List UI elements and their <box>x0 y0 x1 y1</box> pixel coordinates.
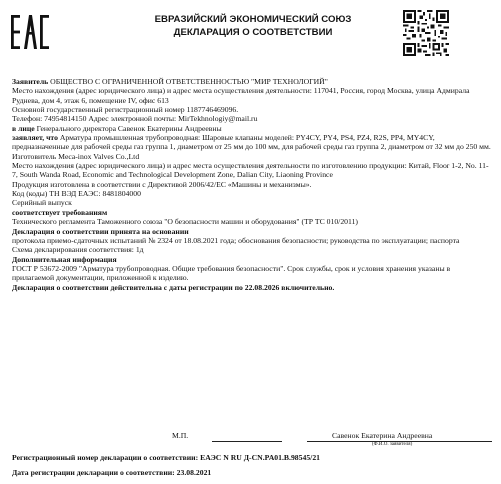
qr-code-icon <box>403 10 449 56</box>
applicant-section <box>12 77 492 86</box>
requirements-text: Технического регламента Таможенного союза "О безопасности машин и оборудования" (ТР ТС 010/2011) <box>12 217 358 227</box>
product-directive: Продукция изготовлена в соответствии с Директивой 2006/42/ЕС «Машины и механизмы». <box>12 179 312 189</box>
basis-text: протокола приемо-сдаточных испытаний № 2324 от 18.08.2021 года; обоснования безопасности; руководства по эксплуатации; паспорта <box>12 235 460 245</box>
signatory-caption: (Ф.И.О. заявителя) <box>372 442 413 447</box>
product-serial: Серийный выпуск <box>12 198 72 208</box>
declaration-title: ДЕКЛАРАЦИЯ О СООТВЕТСТВИИ <box>173 27 333 38</box>
applicant-contacts: Телефон: 74954814150 Адрес электронной почты: MirTekhnologiy@mail.ru <box>12 114 258 124</box>
declaration-body <box>12 77 492 292</box>
applicant-label: Заявитель <box>12 77 49 86</box>
product-code: Код (коды) ТН ВЭД ЕАЭС: 8481804000 <box>12 189 141 199</box>
validity-text: Декларация о соответствии действительна с даты регистрации по 22.08.2026 включительно. <box>12 282 335 292</box>
product-description: Арматура промышленная трубопроводная: Шаровые клапаны моделей: PY4CY, PY4, PS4, PZ4, R2S, PP4, MY4CY, предназначенные для рабочей среды газ группа 1, диаметром от 25 мм до 100 мм, для рабочей среды газ группа 2, диаметром от 32 мм до 250 мм. <box>12 133 491 152</box>
union-title: ЕВРАЗИЙСКИЙ ЭКОНОМИЧЕСКИЙ СОЮЗ <box>154 14 352 25</box>
basis-label: Декларация о соответствии принята на основании <box>12 226 189 236</box>
signatory-name: Савенок Екатерина Андреевна <box>332 431 433 440</box>
registration-number: Регистрационный номер декларации о соответствии: ЕАЭС N RU Д-CN.PA01.B.98545/21 <box>12 453 321 462</box>
registration-block <box>12 450 492 480</box>
requirements-label: соответствует требованиям <box>12 207 108 217</box>
director-label: в лице <box>12 123 35 133</box>
additional-text: ГОСТ Р 53672-2009 "Арматура трубопроводная. Общие требования безопасности". Срок службы, срок и условия хранения указаны в прилагаемой документации, приложенной к изделию. <box>12 263 451 283</box>
director-name: Генерального директора Савенок Екатерины Андреевны <box>36 123 222 133</box>
manufacturer-address: Место нахождения (адрес юридического лица) и адрес места осуществления деятельности по изготовлению продукции: Китай, Floor 1-2, No. 11-7, South Wanda Road, Economic and Technological Development Zone, Dalian City, Liaoning Province <box>12 161 489 180</box>
declares-label: заявляет, что <box>12 133 58 143</box>
applicant-director <box>12 124 492 133</box>
applicant-name: ОБЩЕСТВО С ОГРАНИЧЕННОЙ ОТВЕТСТВЕННОСТЬЮ "МИР ТЕХНОЛОГИЙ" <box>50 77 328 86</box>
stamp-label: М.П. <box>172 431 189 440</box>
declares-section <box>12 133 492 152</box>
additional-label: Дополнительная информация <box>12 254 117 264</box>
registration-date: Дата регистрации декларации о соответствии: 23.08.2021 <box>12 468 212 477</box>
manufacturer-name: Изготовитель Meca-inox Valves Co.,Ltd <box>12 151 140 161</box>
applicant-address: Место нахождения (адрес юридического лица) и адрес места осуществления деятельности: 117041, Россия, город Москва, улица Адмирала Руднева, дом 4, этаж 6, помещение IV, офис 613 <box>12 86 470 105</box>
signature-line <box>212 441 282 442</box>
eac-logo <box>10 12 50 52</box>
document-header <box>110 13 396 39</box>
applicant-ogrn: Основной государственный регистрационный номер 1187746469096. <box>12 105 239 115</box>
basis-scheme: Схема декларирования соответствия: 1д <box>12 245 144 255</box>
